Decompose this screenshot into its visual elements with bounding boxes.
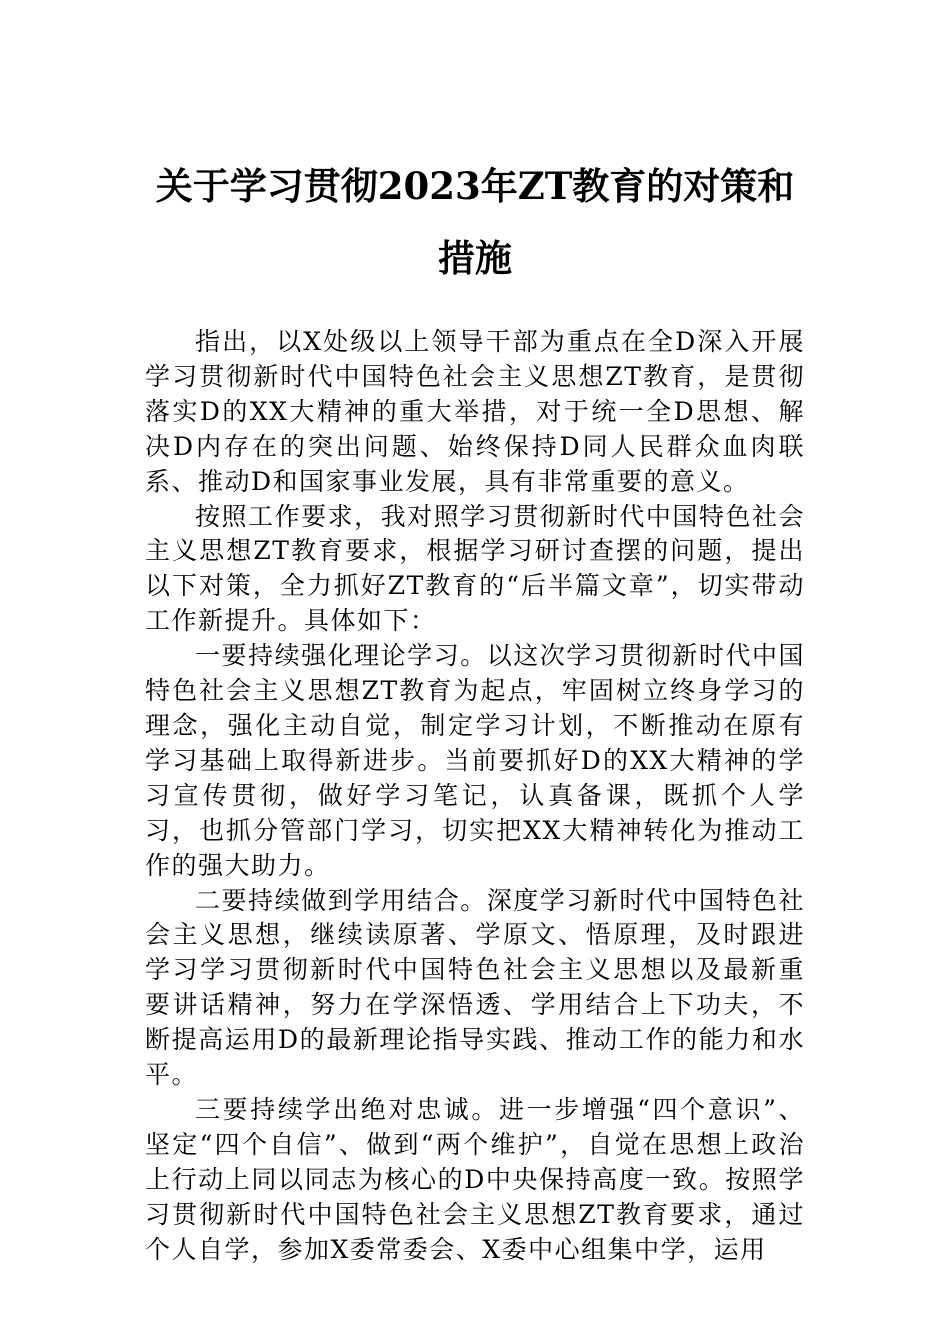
paragraph: 二要持续做到学用结合。深度学习新时代中国特色社会主义思想，继续读原著、学原文、悟原理，及时跟进学习学习贯彻新时代中国特色社会主义思想以及最新重要讲话精神，努力在学深悟透、学用结合上下功夫，不断提高运用D的最新理论指导实践、推动工作的能力和水平。 xyxy=(145,885,805,1090)
document-title: 关于学习贯彻2023年ZT教育的对策和措施 xyxy=(155,164,795,280)
paragraph: 一要持续强化理论学习。以这次学习贯彻新时代中国特色社会主义思想ZT教育为起点，牢固树立终身学习的理念，强化主动自觉，制定学习计划，不断推动在原有学习基础上取得新进步。当前要抓好D的XX大精神的学习宣传贯彻，做好学习笔记，认真备课，既抓个人学习，也抓分管部门学习，切实把XX大精神转化为推动工作的强大助力。 xyxy=(145,641,805,880)
paragraph: 按照工作要求，我对照学习贯彻新时代中国特色社会主义思想ZT教育要求，根据学习研讨查摆的问题，提出以下对策，全力抓好ZT教育的“后半篇文章”，切实带动工作新提升。具体如下： xyxy=(145,501,805,636)
paragraph: 指出，以X处级以上领导干部为重点在全D深入开展学习贯彻新时代中国特色社会主义思想ZT教育，是贯彻落实D的XX大精神的重大举措，对于统一全D思想、解决D内存在的突出问题、始终保持D同人民群众血肉联系、推动D和国家事业发展，具有非常重要的意义。 xyxy=(145,327,805,496)
paragraph: 三要持续学出绝对忠诚。进一步增强“四个意识”、坚定“四个自信”、做到“两个维护”，自觉在思想上政治上行动上同以同志为核心的D中央保持高度一致。按照学习贯彻新时代中国特色社会主义思想ZT教育要求，通过个人自学，参加X委常委会、X委中心组集中学，运用 xyxy=(145,1094,805,1264)
document-body xyxy=(145,325,805,1267)
